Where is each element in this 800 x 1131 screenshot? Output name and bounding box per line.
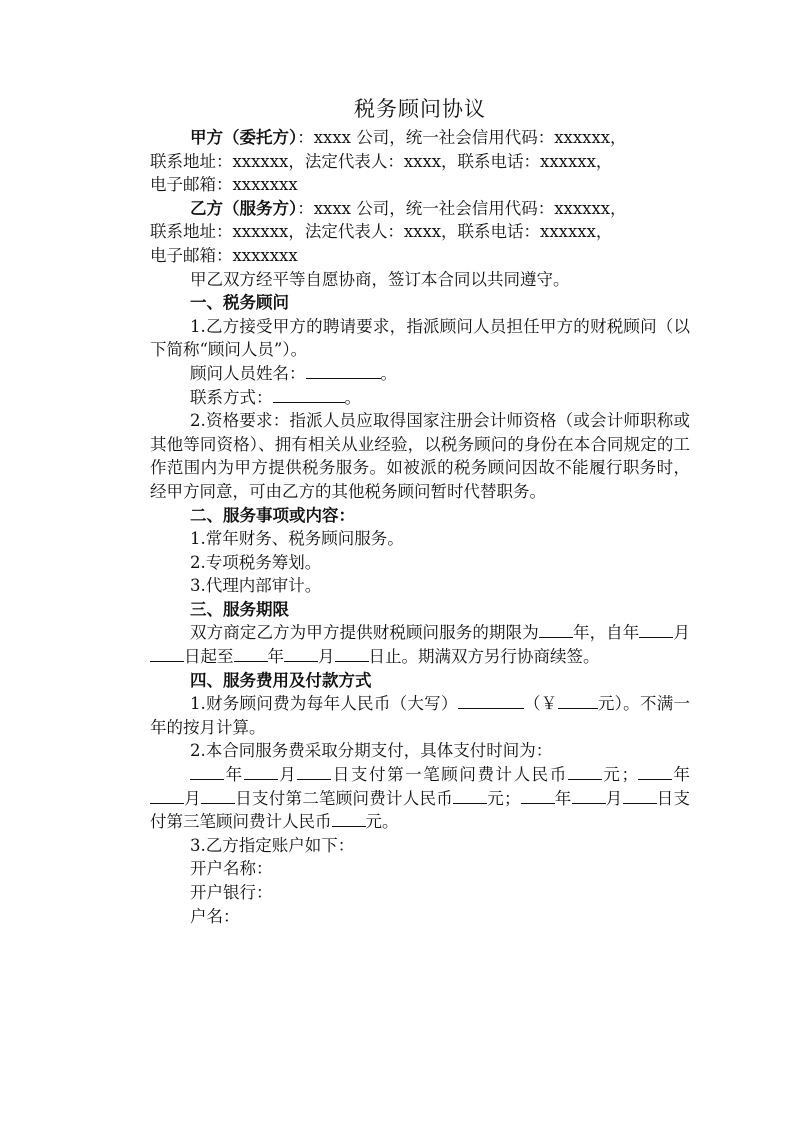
- contact-blank: [273, 386, 345, 403]
- advisor-name-label: 顾问人员姓名：: [190, 363, 306, 383]
- pay3-amount-blank: [332, 810, 366, 827]
- term-text: 年: [267, 647, 284, 667]
- pay2-day-blank: [201, 787, 235, 804]
- pay3-day-blank: [623, 787, 657, 804]
- pay-text: 元。: [365, 812, 399, 832]
- party-a-line2: 联系地址：xxxxxx，法定代表人：xxxx，联系电话：xxxxxx，: [150, 151, 613, 171]
- pay2-month-blank: [150, 787, 184, 804]
- advisor-name-period: 。: [380, 363, 397, 383]
- fee-amount-digits-blank: [558, 692, 598, 709]
- party-b-info: ：xxxx 公司，统一社会信用代码：xxxxxx，: [297, 198, 627, 218]
- pay1-month-blank: [244, 763, 278, 780]
- section3-heading: 三、服务期限: [190, 599, 289, 619]
- party-a-info: ：xxxx 公司，统一社会信用代码：xxxxxx，: [297, 128, 627, 147]
- pay-text: 年: [671, 765, 691, 785]
- party-b-line3: 电子邮箱：xxxxxxx: [150, 245, 298, 265]
- service-term-paragraph: [150, 621, 690, 668]
- party-b-line2: 联系地址：xxxxxx，法定代表人：xxxx，联系电话：xxxxxx，: [150, 222, 613, 242]
- pay1-amount-blank: [568, 763, 602, 780]
- pay3-year-blank: [521, 787, 555, 804]
- end-year-blank: [234, 645, 268, 662]
- end-month-blank: [284, 645, 318, 662]
- pay-text: 月: [277, 765, 298, 785]
- intro-paragraph: 甲乙双方经平等自愿协商，签订本合同以共同遵守。: [190, 269, 570, 289]
- pay-text: 日支付第二笔顾问费计人民币: [235, 788, 453, 808]
- term-text: 日止。期满双方另行协商续签。: [368, 647, 600, 667]
- term-text: 月: [673, 623, 691, 643]
- holder-line: 户名：: [190, 906, 240, 926]
- section2-item: 1.常年财务、税务顾问服务。: [190, 529, 404, 549]
- section2-heading: 二、服务事项或内容：: [190, 505, 355, 525]
- section1-heading: 一、税务顾问: [190, 293, 289, 313]
- pay3-month-blank: [572, 787, 606, 804]
- party-a-line1: [150, 126, 690, 150]
- pay-text: 元；: [487, 788, 521, 808]
- party-b-line1: [150, 197, 690, 221]
- pay-text: 月: [184, 788, 201, 808]
- advisor-name-line: [150, 362, 690, 386]
- contact-period: 。: [344, 387, 361, 407]
- section1-item2: 2.资格要求：指派人员应取得国家注册会计师资格（或会计师职称或其他等同资格）、拥有相关从业经验，以税务顾问的身份在本合同规定的工作范围内为甲方提供税务服务。如被派的税务顾问因故不能履行职务时，经甲方同意，可由乙方的其他税务顾问暂时代替职务。: [150, 411, 690, 501]
- term-years-blank: [539, 621, 573, 638]
- start-day-blank: [150, 645, 184, 662]
- advisor-name-blank: [306, 362, 381, 379]
- section1-item1: 1.乙方接受甲方的聘请要求，指派顾问人员担任甲方的财税顾问（以下简称“顾问人员”）。: [150, 316, 690, 360]
- term-text: 日起至: [184, 647, 234, 667]
- pay-text: 日支付第一笔顾问费计人民币: [331, 765, 568, 785]
- pay-text: 日: [656, 788, 674, 808]
- pay-text: 月: [605, 788, 623, 808]
- start-month-blank: [639, 621, 673, 638]
- fee-text: 元）。不满一年的按月计算。: [150, 694, 691, 737]
- document-title: 税务顾问协议: [354, 97, 486, 121]
- term-text: 月: [318, 647, 335, 667]
- party-a-label: 甲方（委托方）: [190, 128, 298, 147]
- document-page: [150, 92, 690, 928]
- contact-line: [150, 386, 690, 410]
- pay2-year-blank: [638, 763, 672, 780]
- party-b-label: 乙方（服务方）: [190, 198, 298, 218]
- installment-paragraph: [150, 763, 690, 834]
- end-day-blank: [335, 645, 369, 662]
- section2-item: 3.代理内部审计。: [190, 576, 322, 596]
- fee-paragraph: [150, 692, 690, 739]
- pay-text: 年: [224, 765, 244, 785]
- pay-text: 元；: [601, 765, 638, 785]
- section4-heading: 四、服务费用及付款方式: [190, 670, 372, 690]
- pay1-day-blank: [297, 763, 331, 780]
- pay-text: 年: [554, 788, 572, 808]
- section2-item: 2.专项税务筹划。: [190, 552, 322, 572]
- term-text: 双方商定乙方为甲方提供财税顾问服务的期限为: [190, 623, 539, 643]
- pay2-amount-blank: [453, 787, 487, 804]
- contact-label: 联系方式：: [190, 387, 273, 407]
- account-name-line: 开户名称：: [190, 859, 273, 879]
- bank-line: 开户银行：: [190, 883, 273, 902]
- term-text: 年，自年: [572, 623, 640, 643]
- fee-text: 1.财务顾问费为每年人民币（大写）: [190, 694, 458, 714]
- fee-text: （￥: [523, 694, 558, 714]
- pay1-year-blank: [190, 763, 224, 780]
- pay-text: 支付第三笔顾问费计人民币: [150, 788, 690, 832]
- account-intro: 3.乙方指定账户如下：: [190, 835, 355, 855]
- fee-amount-words-blank: [458, 692, 524, 709]
- installment-intro: 2.本合同服务费采取分期支付，具体支付时间为：: [190, 741, 553, 761]
- party-a-line3: 电子邮箱：xxxxxxx: [150, 175, 298, 195]
